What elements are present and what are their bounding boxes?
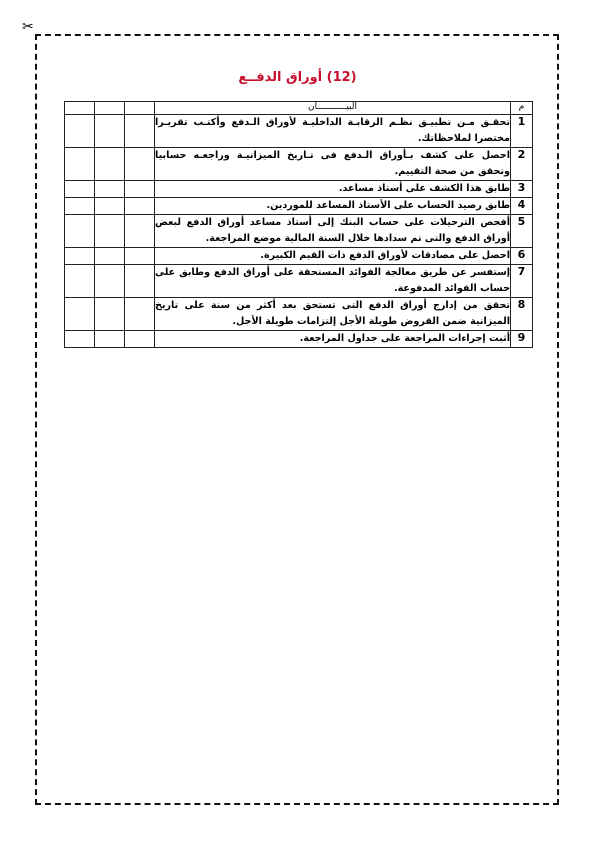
row-empty-cell-3 <box>65 148 95 181</box>
row-statement: احصل على كشف بـأوراق الـدفع فى تـاريخ الميزانيـة وراجعـه حسابيا وتحقق من صحة التقييم. <box>155 148 511 181</box>
row-empty-cell-2 <box>95 298 125 331</box>
page-title: (12) أوراق الدفــع <box>238 70 357 85</box>
row-empty-cell-3 <box>65 181 95 198</box>
table-row <box>65 215 533 248</box>
row-statement: احصل على مصادقات لأوراق الدفع ذات القيم الكبيرة. <box>155 248 511 265</box>
row-empty-cell-2 <box>95 265 125 298</box>
row-empty-cell-1 <box>125 181 155 198</box>
header-empty-2 <box>95 102 125 115</box>
row-number: 6 <box>511 248 533 265</box>
table-header-row <box>65 102 533 115</box>
header-number: م <box>511 102 533 115</box>
header-statement: البيـــــــــــان <box>155 102 511 115</box>
table-row <box>65 148 533 181</box>
audit-procedures-table <box>64 101 533 348</box>
row-empty-cell-3 <box>65 331 95 348</box>
row-empty-cell-1 <box>125 248 155 265</box>
row-number: 2 <box>511 148 533 181</box>
row-empty-cell-3 <box>65 215 95 248</box>
row-empty-cell-2 <box>95 215 125 248</box>
row-number: 4 <box>511 198 533 215</box>
row-statement: تحقق من إدارج أوراق الدفع التى تستحق بعد أكثر من سنة على تاريخ الميزانية ضمن القروض طويلة الأجل إلتزامات طويلة الأجل. <box>155 298 511 331</box>
scissors-icon: ✂ <box>22 19 34 35</box>
table-row <box>65 298 533 331</box>
row-statement: أثبت إجراءات المراجعة على جداول المراجعة. <box>155 331 511 348</box>
row-empty-cell-2 <box>95 198 125 215</box>
row-statement: طابق رصيد الحساب على الأستاذ المساعد للموردين. <box>155 198 511 215</box>
row-empty-cell-2 <box>95 181 125 198</box>
row-empty-cell-2 <box>95 148 125 181</box>
row-empty-cell-1 <box>125 115 155 148</box>
row-empty-cell-2 <box>95 331 125 348</box>
header-empty-3 <box>65 102 95 115</box>
table-row <box>65 181 533 198</box>
row-empty-cell-3 <box>65 248 95 265</box>
row-empty-cell-1 <box>125 148 155 181</box>
table-row <box>65 198 533 215</box>
table-row <box>65 265 533 298</box>
row-number: 7 <box>511 265 533 298</box>
row-statement: تحقـق مـن تطبيـق نظـم الرقابـة الداخليـة لأوراق الـدفع وأكتـب تقريـرا مختصرا لملاحظاتك. <box>155 115 511 148</box>
row-empty-cell-3 <box>65 298 95 331</box>
row-empty-cell-3 <box>65 115 95 148</box>
row-empty-cell-2 <box>95 248 125 265</box>
row-empty-cell-3 <box>65 265 95 298</box>
row-number: 9 <box>511 331 533 348</box>
row-empty-cell-1 <box>125 331 155 348</box>
row-number: 5 <box>511 215 533 248</box>
row-number: 8 <box>511 298 533 331</box>
row-empty-cell-2 <box>95 115 125 148</box>
table-row <box>65 115 533 148</box>
row-empty-cell-1 <box>125 298 155 331</box>
row-statement: طابق هذا الكشف على أستاذ مساعد. <box>155 181 511 198</box>
row-empty-cell-3 <box>65 198 95 215</box>
row-statement: إستفسر عن طريق معالجة الفوائد المستحقة على أوراق الدفع وطابق على حساب الفوائد المدفوعة. <box>155 265 511 298</box>
header-empty-1 <box>125 102 155 115</box>
row-empty-cell-1 <box>125 198 155 215</box>
row-number: 3 <box>511 181 533 198</box>
table-row <box>65 248 533 265</box>
row-empty-cell-1 <box>125 265 155 298</box>
row-empty-cell-1 <box>125 215 155 248</box>
table-row <box>65 331 533 348</box>
row-statement: أفحص الترحيلات على حساب البنك إلى أستاذ مساعد أوراق الدفع لبعض أوراق الدفع والتى تم سدادها خلال السنة المالية موضع المراجعة. <box>155 215 511 248</box>
row-number: 1 <box>511 115 533 148</box>
